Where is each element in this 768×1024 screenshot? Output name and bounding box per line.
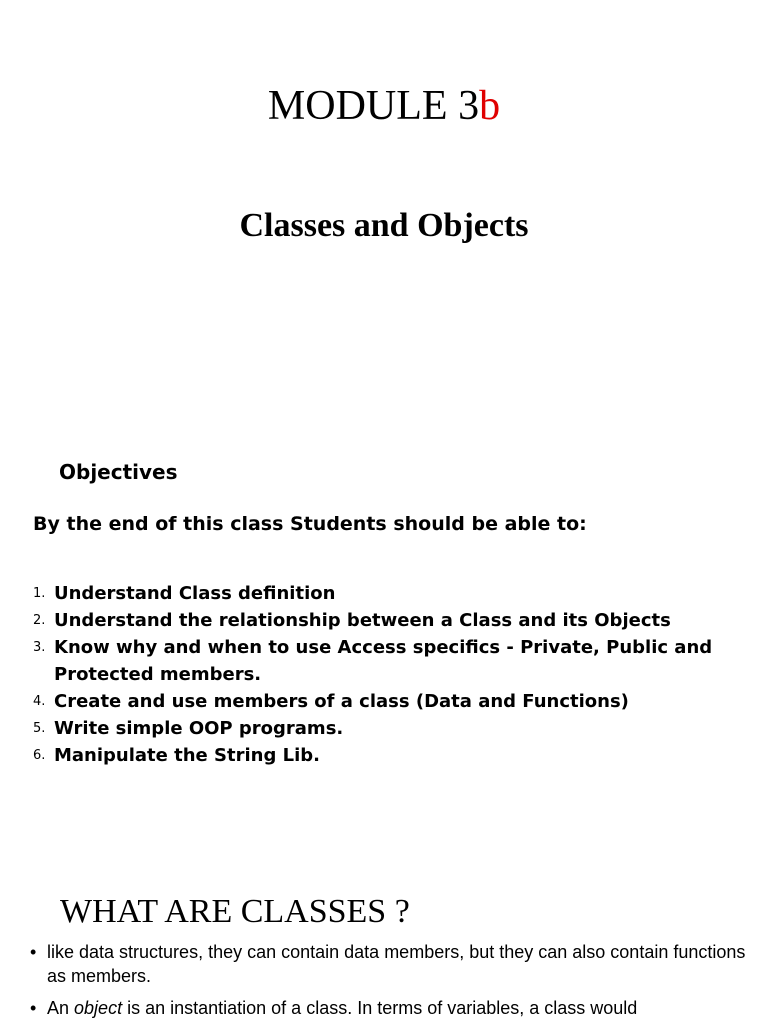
- classes-bullet-list: [30, 940, 750, 1024]
- page-subtitle: Classes and Objects: [239, 207, 529, 244]
- module-title: [0, 80, 768, 132]
- objective-text: Manipulate the String Lib.: [54, 745, 320, 766]
- bullet-text-post: is an instantiation of a class. In terms of variables, a class would: [122, 998, 638, 1018]
- objective-number: 2.: [33, 613, 46, 628]
- objective-number: 3.: [33, 640, 46, 655]
- objective-text: Know why and when to use Access specifics - Private, Public and Protected members.: [54, 637, 713, 685]
- bullet-icon: •: [30, 998, 37, 1018]
- objective-text: Create and use members of a class (Data and Functions): [54, 691, 629, 712]
- objective-text: Write simple OOP programs.: [54, 718, 344, 739]
- objective-item: [33, 688, 733, 715]
- objective-text: Understand the relationship between a Class and its Objects: [54, 610, 671, 631]
- objective-item: [33, 634, 733, 688]
- bullet-text-emphasis: object: [74, 998, 123, 1018]
- bullet-item: [30, 940, 750, 988]
- bullet-text-pre: An: [47, 998, 75, 1018]
- section-heading-what-are-classes: WHAT ARE CLASSES ?: [60, 893, 410, 930]
- objective-text: Understand Class definition: [54, 583, 336, 604]
- bullet-item: [30, 996, 750, 1020]
- objectives-list: [33, 580, 733, 769]
- bullet-text: like data structures, they can contain data members, but they can also contain functions as members.: [47, 942, 746, 986]
- objective-item: [33, 742, 733, 769]
- module-title-main: MODULE 3: [267, 83, 480, 129]
- objectives-intro: By the end of this class Students should be able to:: [33, 513, 587, 535]
- objective-item: [33, 607, 733, 634]
- bullet-icon: •: [30, 942, 37, 962]
- objective-number: 5.: [33, 721, 46, 736]
- objective-number: 4.: [33, 694, 46, 709]
- objective-number: 6.: [33, 748, 46, 763]
- objective-number: 1.: [33, 586, 46, 601]
- objective-item: [33, 715, 733, 742]
- module-title-accent: b: [479, 83, 501, 129]
- objective-item: [33, 580, 733, 607]
- objectives-heading: Objectives: [59, 460, 178, 484]
